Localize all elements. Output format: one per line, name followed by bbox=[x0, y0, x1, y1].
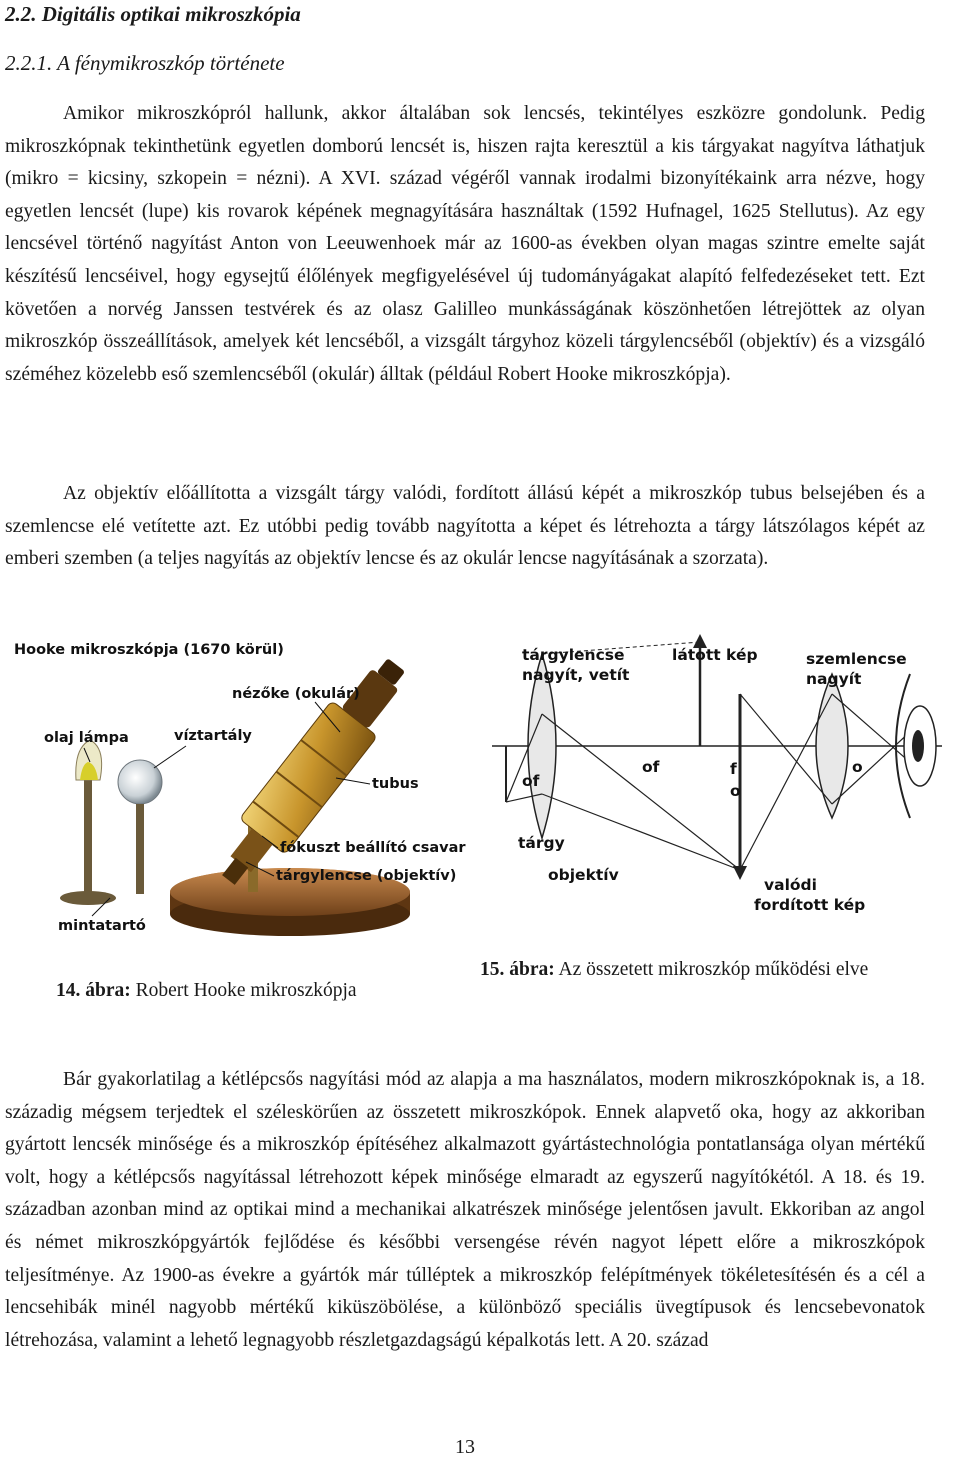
label-object: tárgy bbox=[518, 834, 565, 852]
label-eyepiece-2: nagyít bbox=[806, 670, 862, 688]
figure-14-caption-number: 14. ábra: bbox=[56, 980, 131, 1001]
focal-mark-4: o bbox=[730, 782, 741, 800]
page-number: 13 bbox=[455, 1436, 475, 1458]
label-inverted-image: fordított kép bbox=[754, 896, 866, 914]
microscope-tube bbox=[206, 647, 420, 898]
figure-14-caption bbox=[56, 979, 357, 1003]
compound-microscope-diagram bbox=[492, 634, 942, 954]
label-focus-screw: fókuszt beállító csavar bbox=[280, 840, 466, 856]
focal-mark-5: o bbox=[852, 758, 863, 776]
label-objective: tárgylencse (objektív) bbox=[276, 868, 457, 884]
label-real: valódi bbox=[764, 876, 817, 894]
label-objective-lens-2: nagyít, vetít bbox=[522, 666, 630, 684]
paragraph-3: Bár gyakorlatilag a kétlépcsős nagyítási mód az alapja a ma használatos, modern mikroszkópoknak is, a 18. századig mégsem terjedtek el széleskörűen az összetett mikroszkópok. Ennek alapvető oka, hogy az akkoriban gyártott lencsék minősége és a mikroszkóp építéséhez alkalmazott gyártástechnológia pontatlansága olyan mértékű volt, hogy a kétlépcsős nagyítással létrehozott képek minősége elmaradt az egyszerű nagyítókétól. A 18. és 19. században azonban mind az optikai mind a mechanikai alkatrészek minősége jelentősen javult. Ekkoriban az angol és német mikroszkópgyártók fejlődése és későbbi versengése révén nagyot lépett előre a mikroszkópok teljesítménye. Az 1900-as évekre a gyártók már túlléptek a mikroszkóp felépítmények tökéletesítésén és a cél a lencsehibák minél nagyobb mértékű kiküszöbölése, a különböző speciális üvegtípusok és lencsebevonatok létrehozása, valamint a lehető legnagyobb részletgazdagságú képalkotás lett. A 20. század bbox=[5, 1069, 925, 1351]
label-water-glass: víztartály bbox=[174, 728, 252, 744]
section-heading: 2.2. Digitális optikai mikroszkópia bbox=[5, 2, 301, 26]
label-seen-image: látott kép bbox=[672, 646, 758, 664]
focal-mark-2: of bbox=[642, 758, 660, 776]
paragraph-1: Amikor mikroszkópról hallunk, akkor általában sok lencsés, tekintélyes eszközre gondolunk. Pedig mikroszkópnak tekinthetünk egyetlen domború lencsét is, hiszen rajta keresztül a kis tárgyakat nagyítva láthatjuk (mikro = kicsiny, szkopein = nézni). A XVI. század végéről vannak irodalmi bizonyítékaink arra nézve, hogy egyetlen lencsét (lupe) kis rovarok képének megnagyítására használtak (1592 Hufnagel, 1625 Stellutus). Az egy lencsével történő nagyítást Anton von Leeuwenhoek már az 1600-as években olyan magas szintre emelte saját készítésű lencséivel, hogy egysejtű élőlények megfigyelésével új tudományágakat alapító felfedezéseket tett. Ezt követően a norvég Janssen testvérek és az olasz Galilleo munkásságának köszönhetően létrejöttek az olyan mikroszkóp összeállítások, amelyek két lencséből, a vizsgált tárgyhoz közeli tárgylencséből (objektív) és a vizsgáló széméhez közelebb eső szemlencséből (okulár) álltak (például Robert Hooke mikroszkópja). bbox=[5, 103, 925, 385]
label-tube: tubus bbox=[372, 776, 419, 792]
figure-15-caption bbox=[480, 958, 868, 982]
focal-mark-1: of bbox=[522, 772, 540, 790]
figure-14-caption-text: Robert Hooke mikroszkópja bbox=[130, 980, 357, 1001]
hooke-microscope-figure bbox=[0, 630, 480, 950]
figure-15-caption-number: 15. ábra: bbox=[480, 959, 555, 980]
figure-15-caption-text: Az összetett mikroszkóp működési elve bbox=[554, 959, 869, 980]
fig14-title: Hooke mikroszkópja (1670 körül) bbox=[14, 642, 284, 658]
paragraph-2: Az objektív előállította a vizsgált tárgy valódi, fordított állású képét a mikroszkóp tubus belsejében és a szemlencse elé vetítette azt. Ez utóbbi pedig tovább nagyította a képet és létrehozta a tárgy látszólagos képét az emberi szemben (a teljes nagyítás az objektív lencse és az okulár lencse nagyításának a szorzata). bbox=[5, 483, 925, 570]
label-objective-name: objektív bbox=[548, 866, 619, 884]
label-eyepiece: nézőke (okulár) bbox=[232, 686, 360, 702]
label-oil-lamp: olaj lámpa bbox=[44, 730, 129, 746]
focal-mark-3: f bbox=[730, 760, 737, 778]
label-specimen-holder: mintatartó bbox=[58, 918, 146, 934]
subsection-heading: 2.2.1. A fénymikroszkóp története bbox=[5, 51, 285, 75]
eyepiece-lens bbox=[816, 674, 848, 818]
label-objective-lens: tárgylencse bbox=[522, 646, 625, 664]
oil-lamp bbox=[60, 740, 162, 905]
label-eyepiece: szemlencse bbox=[806, 650, 907, 668]
